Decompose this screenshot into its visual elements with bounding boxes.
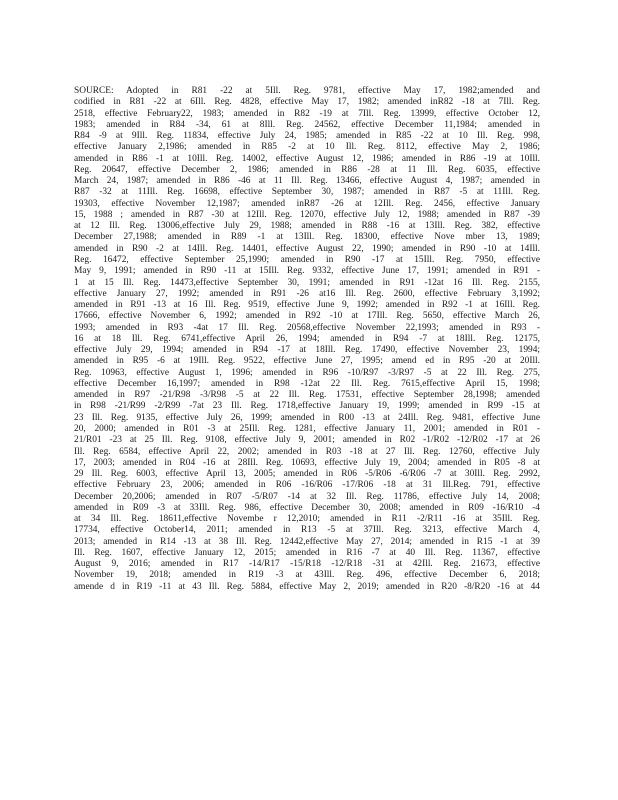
text-line: 20, 2000; amended in R01 -3 at 25Ill. Reg. 1281, effective January 11, 2001; amended in R01 - xyxy=(74,423,540,434)
text-line: 16 at 18 Ill. Reg. 6741,effective April 26, 1994; amended in R94 -7 at 18Ill. Reg. 12175, xyxy=(74,333,540,344)
text-line: 29 Ill. Reg. 6003, effective April 13, 2005; amended in R06 -5/R06 -6/R06 -7 at 30Ill. Reg. 2992, xyxy=(74,469,540,480)
text-line: effective January 2,1986; amended in R85 -2 at 10 Ill. Reg. 8112, effective May 2, 1986; xyxy=(74,142,540,153)
text-line: SOURCE: Adopted in R81 -22 at 5Ill. Reg. 9781, effective May 17, 1982;amended and xyxy=(74,86,540,96)
text-line: Ill. Reg. 1607, effective January 12, 2015; amended in R16 -7 at 40 Ill. Reg. 11367, effective xyxy=(74,547,540,558)
text-line: in R98 -21/R99 -2/R99 -7at 23 Ill. Reg. 1718,effective January 19, 1999; amended in R99 -15 at xyxy=(74,401,540,412)
text-line: 17734, effective October14, 2011; amended in R13 -5 at 37Ill. Reg. 3213, effective March 4, xyxy=(74,525,540,536)
text-line: 1993; amended in R93 -4at 17 Ill. Reg. 20568,effective November 22,1993; amended in R93 - xyxy=(74,322,540,333)
text-line: R84 -9 at 9Ill. Reg. 11834, effective July 24, 1985; amended in R85 -22 at 10 Ill. Reg. 998, xyxy=(74,131,540,142)
text-line: amended in R95 -6 at 19Ill. Reg. 9522, effective June 27, 1995; amend ed in R95 -20 at 20Ill. xyxy=(74,356,540,367)
text-line: Reg. 20647, effective December 2, 1986; amended in R86 -28 at 11 Ill. Reg. 6035, effective xyxy=(74,164,540,175)
text-line: R87 -32 at 11Ill. Reg. 16698, effective September 30, 1987; amended in R87 -5 at 11Ill. Reg. xyxy=(74,187,540,198)
source-note xyxy=(74,86,540,593)
text-line: Reg. 16472, effective September 25,1990; amended in R90 -17 at 15Ill. Reg. 7950, effective xyxy=(74,254,540,265)
text-line: 15, 1988 ; amended in R87 -30 at 12Ill. Reg. 12070, effective July 12, 1988; amended in R87 -39 xyxy=(74,209,540,220)
text-line: effective January 27, 1992; amended in R91 -26 at16 Ill. Reg. 2600, effective February 3,1992; xyxy=(74,288,540,299)
text-line: 23 Ill. Reg. 9135, effective July 26, 1999; amended in R00 -13 at 24Ill. Reg. 9481, effective June xyxy=(74,412,540,423)
text-line: effective July 29, 1994; amended in R94 -17 at 18Ill. Reg. 17490, effective November 23, 1994; xyxy=(74,345,540,356)
text-line: December 27,1988; amended in R89 -1 at 13Ill. Reg. 18300, effective Nove mber 13, 1989; xyxy=(74,232,540,243)
text-line: at 12 Ill. Reg. 13006,effective July 29, 1988; amended in R88 -16 at 13Ill. Reg. 382, effective xyxy=(74,221,540,232)
text-line: August 9, 2016; amended in R17 -14/R17 -15/R18 -12/R18 -31 at 42Ill. Reg. 21673, effective xyxy=(74,559,540,570)
text-line: May 9, 1991; amended in R90 -11 at 15Ill. Reg. 9332, effective June 17, 1991; amended in R91 - xyxy=(74,266,540,277)
text-line: codified in R81 -22 at 6Ill. Reg. 4828, effective May 17, 1982; amended inR82 -18 at 7Ill. Reg. xyxy=(74,97,540,108)
text-line: 2013; amended in R14 -13 at 38 Ill. Reg. 12442,effective May 27, 2014; amended in R15 -1 at 39 xyxy=(74,536,540,547)
text-line: 1 at 15 Ill. Reg. 14473,effective September 30, 1991; amended in R91 -12at 16 Ill. Reg. 2155, xyxy=(74,277,540,288)
text-line: amended in R90 -2 at 14Ill. Reg. 14401, effective August 22, 1990; amended in R90 -10 at 14Ill. xyxy=(74,243,540,254)
text-line: 21/R01 -23 at 25 Ill. Reg. 9108, effective July 9, 2001; amended in R02 -1/R02 -12/R02 -17 at 26 xyxy=(74,435,540,446)
text-line: amended in R09 -3 at 33Ill. Reg. 986, effective December 30, 2008; amended in R09 -16/R10 -4 xyxy=(74,502,540,513)
text-line: amended in R91 -13 at 16 Ill. Reg. 9519, effective June 9, 1992; amended in R92 -1 at 16Ill. Reg. xyxy=(74,300,540,311)
text-line: December 20,2006; amended in R07 -5/R07 -14 at 32 Ill. Reg. 11786, effective July 14, 2008; xyxy=(74,491,540,502)
text-line: Reg. 10963, effective August 1, 1996; amended in R96 -10/R97 -3/R97 -5 at 22 Ill. Reg. 275, xyxy=(74,367,540,378)
text-line: 2518, effective February22, 1983; amended in R82 -19 at 7Ill. Reg. 13999, effective October 12, xyxy=(74,108,540,119)
text-line: 17666, effective November 6, 1992; amended in R92 -10 at 17Ill. Reg. 5650, effective March 26, xyxy=(74,311,540,322)
text-line: effective February 23, 2006; amended in R06 -16/R06 -17/R06 -18 at 31 Ill.Reg. 791, effective xyxy=(74,480,540,491)
text-line: Ill. Reg. 6584, effective April 22, 2002; amended in R03 -18 at 27 Ill. Reg. 12760, effective July xyxy=(74,446,540,457)
text-line: 19303, effective November 12,1987; amended inR87 -26 at 12Ill. Reg. 2456, effective January xyxy=(74,198,540,209)
text-line: March 24, 1987; amended in R86 -46 at 11 Ill. Reg. 13466, effective August 4, 1987; amended in xyxy=(74,176,540,187)
text-line: 1983; amended in R84 -34, 61 at 8Ill. Reg. 24562, effective December 11,1984; amended in xyxy=(74,119,540,130)
text-line: at 34 Ill. Reg. 18611,effective Novembe r 12,2010; amended in R11 -2/R11 -16 at 35Ill. Reg. xyxy=(74,514,540,525)
text-line: amende d in R19 -11 at 43 Ill. Reg. 5884, effective May 2, 2019; amended in R20 -8/R20 -16 at 44 xyxy=(74,581,540,592)
text-line: amended in R97 -21/R98 -3/R98 -5 at 22 Ill. Reg. 17531, effective September 28,1998; amended xyxy=(74,390,540,401)
text-line: amended in R86 -1 at 10Ill. Reg. 14002, effective August 12, 1986; amended in R86 -19 at 10Ill. xyxy=(74,153,540,164)
text-line: 17, 2003; amended in R04 -16 at 28Ill. Reg. 10693, effective July 19, 2004; amended in R05 -8 at xyxy=(74,457,540,468)
text-line: November 19, 2018; amended in R19 -3 at 43Ill. Reg. 496, effective December 6, 2018; xyxy=(74,570,540,581)
text-line: effective December 16,1997; amended in R98 -12at 22 Ill. Reg. 7615,effective April 15, 1998; xyxy=(74,378,540,389)
